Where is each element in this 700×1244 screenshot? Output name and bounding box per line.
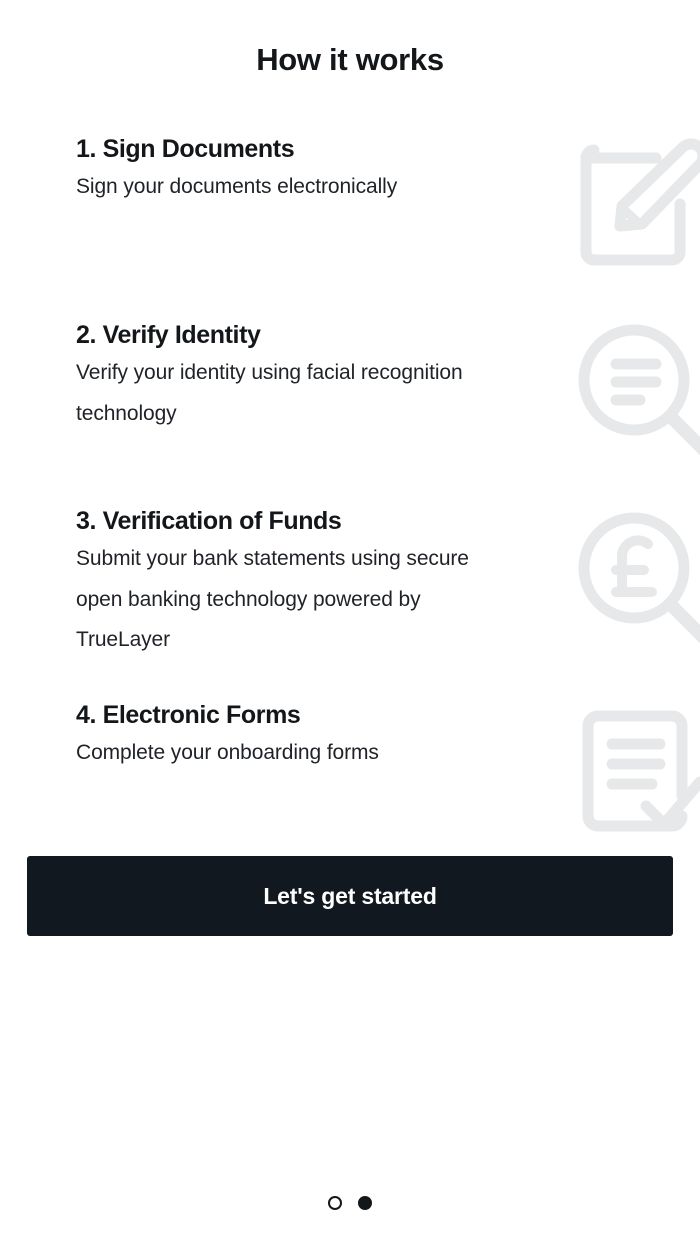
cta-container (0, 856, 700, 936)
form-checkmark-icon (560, 696, 700, 846)
step-text (76, 506, 516, 661)
pager-dot-1[interactable] (328, 1196, 342, 1210)
page-title: How it works (256, 42, 444, 77)
step-title: 2. Verify Identity (76, 321, 261, 349)
pager-dots (0, 1196, 700, 1210)
step-title: 1. Sign Documents (76, 135, 295, 163)
step-title: 4. Electronic Forms (76, 701, 301, 729)
pager-dot-2[interactable] (358, 1196, 372, 1210)
step-description: Complete your onboarding forms (76, 741, 379, 765)
list-item (76, 134, 672, 320)
magnifier-lines-icon (560, 312, 700, 462)
list-item (76, 506, 672, 700)
step-description: Verify your identity using facial recognition technology (76, 361, 463, 425)
step-text (76, 700, 516, 774)
list-item (76, 320, 672, 506)
step-description: Sign your documents electronically (76, 175, 398, 199)
steps-list (0, 134, 700, 850)
magnifier-pound-icon (560, 500, 700, 650)
step-text (76, 134, 516, 208)
step-text (76, 320, 516, 434)
step-description: Submit your bank statements using secure open banking technology powered by TrueLayer (76, 547, 469, 652)
step-title: 3. Verification of Funds (76, 507, 342, 535)
document-pencil-icon (560, 134, 700, 284)
list-item (76, 700, 672, 850)
get-started-button[interactable]: Let's get started (27, 856, 673, 936)
